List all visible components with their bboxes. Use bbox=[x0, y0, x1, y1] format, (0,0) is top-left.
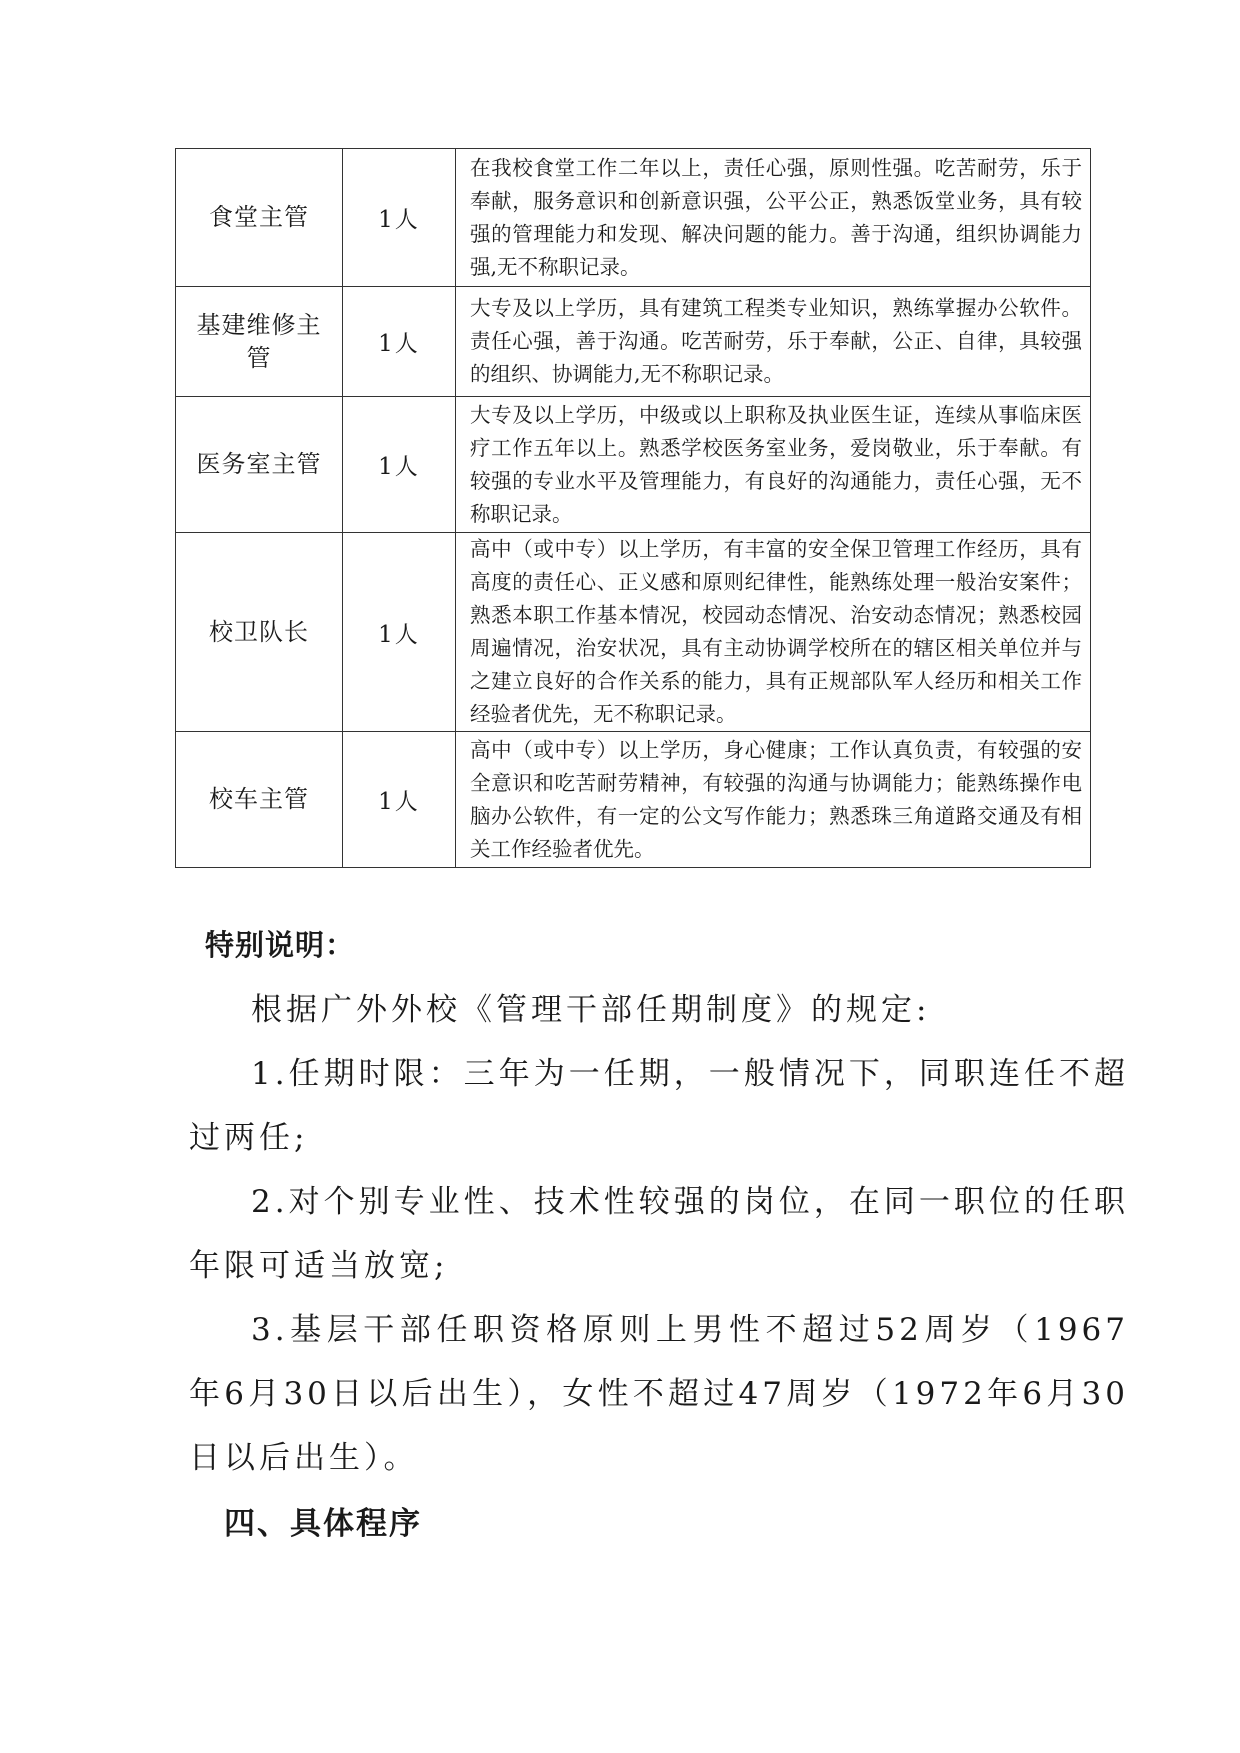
notes-item: 3.基层干部任职资格原则上男性不超过52周岁（1967年6月30日以后出生），女性不超过47周岁（1972年6月30日以后出生）。 bbox=[189, 1312, 1129, 1476]
position-requirements: 大专及以上学历，中级或以上职称及执业医生证，连续从事临床医疗工作五年以上。熟悉学校医务室业务，爱岗敬业，乐于奉献。有较强的专业水平及管理能力，有良好的沟通能力，责任心强，无不称职记录。 bbox=[456, 397, 1091, 533]
position-name: 基建维修主管 bbox=[176, 287, 343, 397]
position-count: 1人 bbox=[343, 397, 456, 533]
notes-intro: 根据广外外校《管理干部任期制度》的规定: bbox=[251, 992, 931, 1028]
notes-item: 2.对个别专业性、技术性较强的岗位，在同一职位的任职年限可适当放宽; bbox=[189, 1184, 1129, 1284]
table-row bbox=[176, 149, 1091, 287]
position-name: 校卫队长 bbox=[176, 533, 343, 732]
notes-body bbox=[189, 978, 1129, 1490]
position-count: 1人 bbox=[343, 149, 456, 287]
table-row bbox=[176, 732, 1091, 868]
positions-table bbox=[175, 148, 1091, 868]
table-row bbox=[176, 533, 1091, 732]
section-heading: 四、具体程序 bbox=[224, 1506, 422, 1542]
position-count: 1人 bbox=[343, 287, 456, 397]
position-requirements: 大专及以上学历，具有建筑工程类专业知识，熟练掌握办公软件。责任心强，善于沟通。吃苦耐劳，乐于奉献，公正、自律，具较强的组织、协调能力,无不称职记录。 bbox=[456, 287, 1091, 397]
notes-heading: 特别说明： bbox=[205, 928, 356, 962]
position-requirements: 高中（或中专）以上学历，身心健康；工作认真负责，有较强的安全意识和吃苦耐劳精神，有较强的沟通与协调能力；能熟练操作电脑办公软件，有一定的公文写作能力；熟悉珠三角道路交通及有相关工作经验者优先。 bbox=[456, 732, 1091, 868]
notes-item: 1.任期时限：三年为一任期，一般情况下，同职连任不超过两任; bbox=[189, 1056, 1129, 1156]
position-count: 1人 bbox=[343, 732, 456, 868]
position-name: 医务室主管 bbox=[176, 397, 343, 533]
position-name: 食堂主管 bbox=[176, 149, 343, 287]
position-count: 1人 bbox=[343, 533, 456, 732]
position-requirements: 高中（或中专）以上学历，有丰富的安全保卫管理工作经历，具有高度的责任心、正义感和原则纪律性，能熟练处理一般治安案件；熟悉本职工作基本情况，校园动态情况、治安动态情况；熟悉校园周遍情况，治安状况，具有主动协调学校所在的辖区相关单位并与之建立良好的合作关系的能力，具有正规部队军人经历和相关工作经验者优先，无不称职记录。 bbox=[456, 533, 1091, 732]
position-requirements: 在我校食堂工作二年以上，责任心强，原则性强。吃苦耐劳，乐于奉献，服务意识和创新意识强，公平公正，熟悉饭堂业务，具有较强的管理能力和发现、解决问题的能力。善于沟通，组织协调能力强,无不称职记录。 bbox=[456, 149, 1091, 287]
position-name: 校车主管 bbox=[176, 732, 343, 868]
table-row bbox=[176, 287, 1091, 397]
table-row bbox=[176, 397, 1091, 533]
